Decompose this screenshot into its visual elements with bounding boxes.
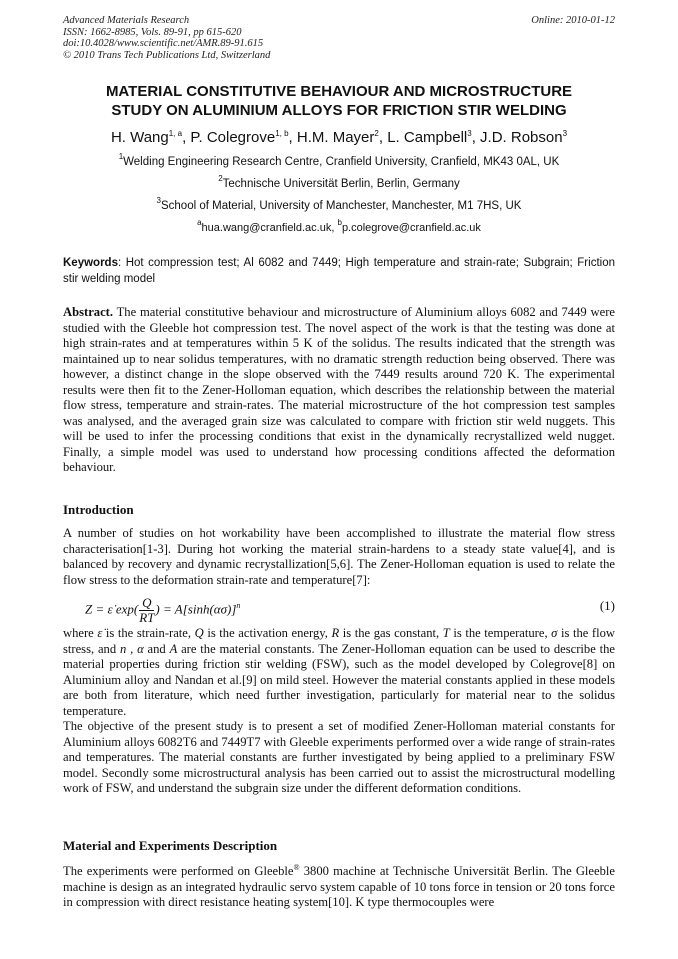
author-affiliation-marker: 3 [467,129,472,138]
math-variable: Q [194,626,204,640]
equation-rhs: ) = A[sinh(ασ)] [155,601,237,617]
author-separator: , [378,129,388,146]
materials-para-1 [63,860,615,911]
text-run: is the temperature, [449,626,552,640]
affiliation-3 [63,196,615,213]
text-run: where [63,626,98,640]
registered-mark: ® [293,863,300,872]
email-b-marker: b [337,218,342,227]
text-run: is the gas constant, [339,626,443,640]
issn-line: ISSN: 1662-8985, Vols. 89-91, pp 615-620 [63,26,242,38]
doi-line: doi:10.4028/www.scientific.net/AMR.89-91.615 [63,38,264,49]
equation-exponent: n [236,601,241,611]
author-1 [111,129,190,146]
introduction-heading: Introduction [63,502,134,517]
affiliation-2-marker: 2 [218,174,223,183]
math-variable: α [137,641,144,656]
text-run: , [126,641,138,656]
author-name: L. Campbell [387,129,468,146]
keywords-text: : Hot compression test; Al 6082 and 7449; High temperature and strain-rate; Subgrain; Friction stir welding model [63,257,615,285]
math-variable: A [169,641,178,656]
author-5 [480,129,567,146]
email-separator: , [331,222,338,234]
equation-expression [85,596,240,625]
equation-fraction [139,596,154,625]
author-name: H.M. Mayer [296,129,375,146]
author-affiliation-marker: 1, a [168,129,183,138]
affiliation-3-text: School of Material, University of Manchester, Manchester, M1 7HS, UK [160,200,522,212]
introduction-para-2 [63,626,615,719]
equation-numerator: Q [139,596,154,611]
email-a-marker: a [197,218,202,227]
text-run: is the flow stress, and [63,626,615,656]
text-run: and [143,641,170,656]
text-run: is the activation energy, [203,626,332,640]
affiliation-2-text: Technische Universität Berlin, Berlin, Germany [222,178,460,190]
author-name: P. Colegrove [190,129,276,146]
math-variable: R [331,626,340,640]
materials-text-a: The experiments were performed on Gleeble [63,864,294,879]
affiliation-1-text: Welding Engineering Research Centre, Cranfield University, Cranfield, MK43 0AL, UK [123,156,560,168]
author-separator: , [182,129,191,146]
equation-lhs: Z = ε̇ exp( [85,601,139,617]
keywords [63,256,615,287]
author-affiliation-marker: 1, b [275,129,289,138]
affiliation-2 [63,174,615,191]
author-4 [387,129,480,146]
affiliation-3-marker: 3 [156,196,161,205]
author-list [63,128,615,148]
author-name: H. Wang [110,129,169,146]
abstract [63,305,615,476]
math-variable: n [119,641,127,656]
math-variable: T [442,626,450,640]
abstract-label: Abstract. [63,305,114,319]
journal-header [63,15,270,61]
author-separator: , [471,129,481,146]
materials-text-b: 3800 machine at Technische Universität Berlin. The Gleeble machine is design as an integrated hydraulic servo system capable of 10 tons force in tension or 20 tons force in compression with direct resistance heating system[10]. K type thermocouples were [63,864,615,910]
math-variable: ε̇ [97,626,103,640]
author-separator: , [288,129,297,146]
author-name: J.D. Robson [480,129,563,146]
title-line-2: STUDY ON ALUMINIUM ALLOYS FOR FRICTION STIR WELDING [111,102,567,119]
author-affiliation-marker: 3 [562,129,568,138]
title-line-1: MATERIAL CONSTITUTIVE BEHAVIOUR AND MICROSTRUCTURE [105,83,573,100]
affiliation-1 [63,152,615,169]
equation-1 [63,590,615,624]
affiliation-1-marker: 1 [118,152,124,161]
author-3 [297,129,387,146]
text-run: is the strain-rate, [102,626,195,640]
materials-heading: Material and Experiments Description [63,838,278,853]
introduction-para-1: A number of studies on hot workability have been accomplished to illustrate the material flow stress characterisation[1-3]. During hot working the material strain-hardens to a steady state value[4], and is balanced by recovery and dynamic recrystallization[5,6]. The Zener-Holloman equation is used to relate the flow stress to the deformation strain-rate and temperature[7]: [63,526,615,587]
keywords-label: Keywords [63,257,118,269]
abstract-text: The material constitutive behaviour and microstructure of Aluminium alloys 6082 and 7449 were studied with the Gleeble hot compression test. The novel aspect of the work is that the testing was done at high strain-rates and at temperatures within 5 K of the solidus. The results indicated that the strength was maintained up to near solidus temperatures, with no dramatic strength reduction being observed. There was however, a distinct change in the slope observed with the 7449 results around 720 K. The experimental results were then fit to the Zener-Holloman equation, which describes the relationship between the material flow stress, temperature and strain-rates. The material microstructure of the hot compression test samples was analysed, and the averaged grain size was calculated to compare with friction stir weld nuggets. This will be used to infer the processing conditions that exist in the dynamically recrystallized weld nugget. Finally, a simple model was used to understand how processing conditions affected the deformation behaviour. [63,305,615,474]
author-affiliation-marker: 2 [374,129,379,138]
equation-denominator: RT [139,610,155,625]
journal-name: Advanced Materials Research [63,15,190,26]
paper-title [63,82,615,120]
author-2 [190,129,296,146]
introduction-para-3: The objective of the present study is to present a set of modified Zener-Holloman material constants for Aluminium alloys 6082T6 and 7449T7 with Gleeble experiments performed over a wide range of strain-rates and temperatures. The material constants are further investigated by being applied to a preliminary FSW model. Secondly some microstructural analysis has been carried out to assist the microstructural modelling work of FSW, and understand the subgrain size under the different deformation conditions. [63,719,615,795]
copyright-line: © 2010 Trans Tech Publications Ltd, Switzerland [63,49,271,61]
email-a[interactable]: hua.wang@cranfield.ac.uk [201,222,332,234]
email-b[interactable]: p.colegrove@cranfield.ac.uk [341,222,481,234]
text-run: are the material constants. The Zener-Holloman equation can be used to describe the material properties during friction stir welding (FSW), such as the model developed by Colegrove[8] on Aluminium alloy and Nandan et al.[9] on mild steel. However the material constants applied in these models are both from literature, which need further investigation, particularly for material near to the solidus temperature. [63,641,616,718]
math-variable: σ [551,626,558,640]
online-date: Online: 2010-01-12 [531,15,615,26]
equation-number: (1) [599,598,615,613]
author-emails [63,218,615,235]
